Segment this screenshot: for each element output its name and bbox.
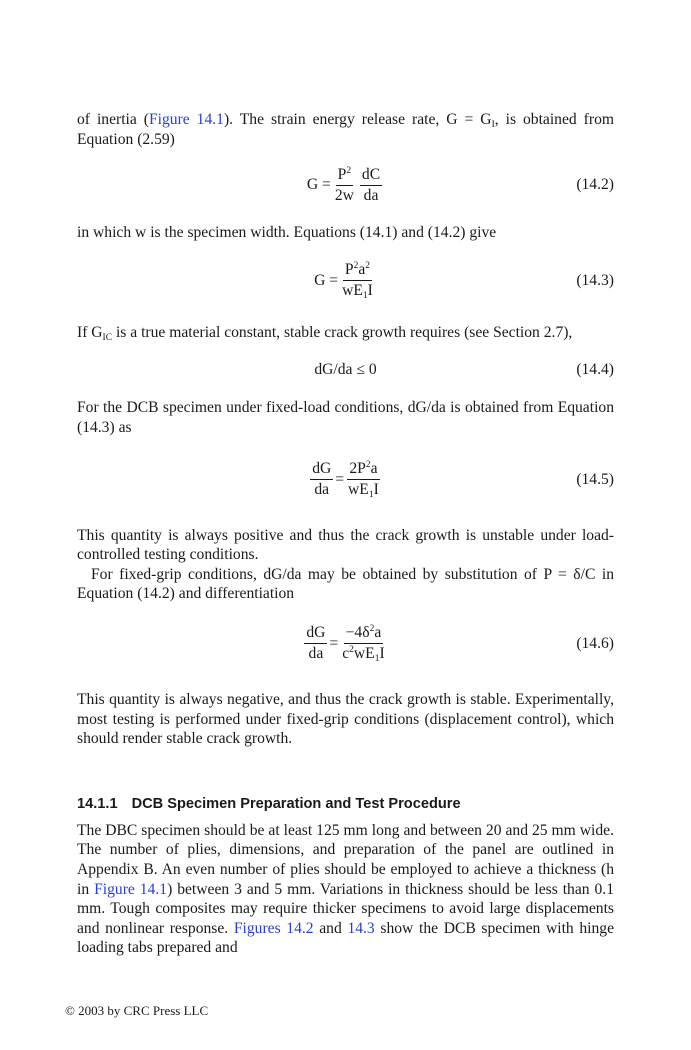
superscript: 2 <box>365 261 371 272</box>
page-body <box>77 110 614 958</box>
paragraph-specimen <box>77 821 614 958</box>
eq-term: 2w <box>334 186 354 204</box>
eq-term: I <box>367 282 373 300</box>
eq-lhs: G = <box>306 176 331 194</box>
eq-term: P <box>337 165 347 183</box>
subscript: 1 <box>374 654 380 665</box>
eq-term: da <box>314 481 330 499</box>
eq-term: wE <box>353 645 375 663</box>
eq-term: da <box>308 645 324 663</box>
text: ). The strain energy release rate, G = G <box>223 111 492 128</box>
eq-term: dC <box>360 166 382 186</box>
superscript: 2 <box>365 460 371 471</box>
fraction <box>340 261 375 300</box>
text: , is obtained from Equation (2.59) <box>77 111 614 148</box>
paragraph-unstable: This quantity is always positive and thus the crack growth is unstable under load-controlled testing conditions. <box>77 526 614 564</box>
section-title: DCB Specimen Preparation and Test Procedure <box>131 795 461 812</box>
section-number: 14.1.1 <box>77 795 118 812</box>
subscript: 1 <box>362 291 368 302</box>
section-heading <box>77 795 614 813</box>
paragraph-fixed-grip: For fixed-grip conditions, dG/da may be obtained by substitution of P = δ/C in Equation (14.2) and differentiation <box>77 565 614 603</box>
eq-term: I <box>373 481 379 499</box>
superscript: 2 <box>349 645 354 656</box>
equals-sign: = <box>335 470 345 488</box>
paragraph-width: in which w is the specimen width. Equations (14.1) and (14.2) give <box>77 224 497 242</box>
text: of inertia ( <box>77 111 149 128</box>
eq-term: wE <box>342 282 363 300</box>
fraction <box>333 166 356 205</box>
eq-term: da <box>363 186 379 204</box>
fraction <box>360 166 382 205</box>
fraction <box>346 460 381 499</box>
equals-sign: = <box>329 634 339 652</box>
eq-term: dG <box>310 460 333 480</box>
subscript: I <box>491 120 495 130</box>
eq-term: I <box>379 645 385 663</box>
equation-14-4 <box>77 356 614 384</box>
text: If G <box>77 323 103 341</box>
fraction <box>304 624 327 663</box>
text: ) between 3 and 5 mm. Variations in thickness should be less than 0.1 mm. Tough composites may require thicker specimens to avoid large displacements and nonlinear response. <box>77 880 615 937</box>
eq-term: P <box>344 261 354 279</box>
equation-14-2 <box>77 157 614 213</box>
eq-expression: dG/da ≤ 0 <box>314 361 377 379</box>
copyright-footer: © 2003 by CRC Press LLC <box>65 1003 209 1018</box>
figure-14-1-link[interactable]: Figure 14.1 <box>94 880 168 898</box>
paragraph-negative: This quantity is always negative, and thus the crack growth is stable. Experimentally, most testing is performed under fixed-grip conditions (displacement control), which should render stable crack growth. <box>77 690 614 748</box>
superscript: 2 <box>346 165 352 176</box>
equation-14-5 <box>77 452 614 508</box>
equation-number: (14.4) <box>576 361 614 379</box>
eq-term: a <box>358 261 366 279</box>
figure-14-3-link[interactable]: 14.3 <box>347 919 375 937</box>
fraction <box>340 624 386 663</box>
eq-term: dG <box>304 624 327 644</box>
equation-number: (14.5) <box>576 470 614 488</box>
subscript: 1 <box>368 490 374 501</box>
figure-14-1-link[interactable]: Figure 14.1 <box>148 111 224 128</box>
paragraph-inertia <box>77 110 614 149</box>
eq-term: a <box>370 460 378 478</box>
eq-term: c <box>342 645 350 663</box>
subscript: IC <box>102 332 113 343</box>
paragraph-material-constant <box>77 323 614 343</box>
eq-term: 2P <box>349 460 366 478</box>
eq-term: a <box>374 624 382 642</box>
text: is a true material constant, stable crack growth requires (see Section 2.7), <box>112 323 573 341</box>
superscript: 2 <box>353 261 359 272</box>
equation-number: (14.3) <box>576 271 614 289</box>
figures-14-2-link[interactable]: Figures 14.2 <box>233 919 314 937</box>
paragraph-fixed-load: For the DCB specimen under fixed-load conditions, dG/da is obtained from Equation (14.3) as <box>77 399 614 436</box>
text: show the DCB specimen with hinge loading tabs prepared and <box>77 919 615 957</box>
eq-term: −4δ <box>345 624 370 642</box>
equation-number: (14.2) <box>576 176 614 194</box>
equation-14-3 <box>77 253 614 309</box>
equation-14-6 <box>77 616 614 672</box>
fraction <box>310 460 333 499</box>
eq-term: wE <box>348 481 369 499</box>
equation-number: (14.6) <box>576 634 614 652</box>
superscript: 2 <box>369 624 375 635</box>
eq-lhs: G = <box>314 271 339 289</box>
text: and <box>313 919 348 937</box>
text: The DBC specimen should be at least 125 mm long and between 20 and 25 mm wide. The number of plies, dimensions, and preparation of the panel are outlined in Appendix B. An even number of plies should be employed to achieve a thickness (h in <box>77 821 614 898</box>
